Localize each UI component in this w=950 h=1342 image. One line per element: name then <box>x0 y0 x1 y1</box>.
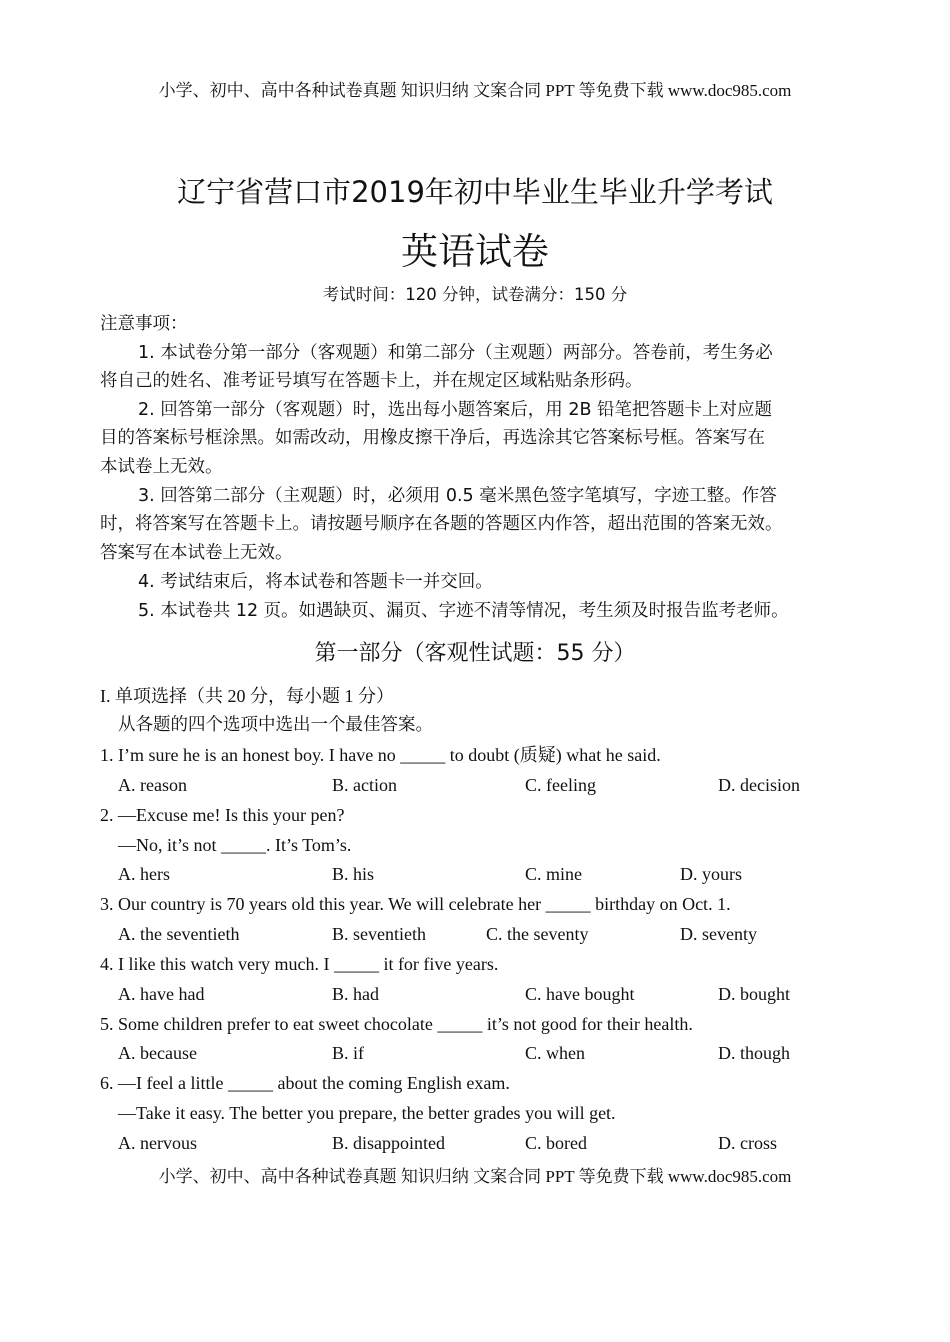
option: A. reason <box>118 775 187 795</box>
option: D. decision <box>718 775 800 795</box>
notice-line: 4. 考试结束后，将本试卷和答题卡一并交回。 <box>138 572 493 592</box>
option: C. bored <box>525 1133 587 1153</box>
notice-line: 5. 本试卷共 12 页。如遇缺页、漏页、字迹不清等情况，考生须及时报告监考老师。 <box>138 601 789 621</box>
question-2: 2. —Excuse me! Is this your pen? <box>100 805 345 825</box>
notice-line: 时，将答案写在答题卡上。请按题号顺序在各题的答题区内作答，超出范围的答案无效。 <box>100 514 783 534</box>
option: D. bought <box>718 984 790 1004</box>
option: C. feeling <box>525 775 596 795</box>
page-footer: 小学、初中、高中各种试卷真题 知识归纳 文案合同 PPT 等免费下载 www.doc985.com <box>158 1167 792 1186</box>
notice-line: 将自己的姓名、准考证号填写在答题卡上，并在规定区域粘贴条形码。 <box>100 371 643 391</box>
option: C. when <box>525 1043 585 1063</box>
part-heading: 第一部分（客观性试题：55 分） <box>314 641 636 666</box>
notice-heading: 注意事项： <box>100 314 188 334</box>
notice-line: 本试卷上无效。 <box>100 457 223 477</box>
notice-line: 1. 本试卷分第一部分（客观题）和第二部分（主观题）两部分。答卷前，考生务必 <box>138 343 773 363</box>
exam-title: 辽宁省营口市2019年初中毕业生毕业升学考试 <box>177 175 773 209</box>
notice-line: 答案写在本试卷上无效。 <box>100 543 293 563</box>
notice-line: 目的答案标号框涂黑。如需改动，用橡皮擦干净后，再选涂其它答案标号框。答案写在 <box>100 428 765 448</box>
section-heading: I. 单项选择（共 20 分，每小题 1 分） <box>100 686 394 706</box>
exam-info: 考试时间：120 分钟，试卷满分：150 分 <box>322 285 628 304</box>
option: D. yours <box>680 864 742 884</box>
option: D. cross <box>718 1133 777 1153</box>
option: A. hers <box>118 864 170 884</box>
question-6: 6. —I feel a little _____ about the coming English exam. <box>100 1073 510 1093</box>
option: D. though <box>718 1043 790 1063</box>
question-1: 1. I’m sure he is an honest boy. I have no _____ to doubt (质疑) what he said. <box>100 745 661 765</box>
option: A. because <box>118 1043 197 1063</box>
question-5: 5. Some children prefer to eat sweet chocolate _____ it’s not good for their health. <box>100 1014 693 1034</box>
option: C. mine <box>525 864 582 884</box>
option: B. seventieth <box>332 924 426 944</box>
question-6-line: —Take it easy. The better you prepare, the better grades you will get. <box>118 1103 616 1123</box>
exam-subtitle: 英语试卷 <box>401 230 549 273</box>
option: C. have bought <box>525 984 635 1004</box>
question-4: 4. I like this watch very much. I _____ it for five years. <box>100 954 499 974</box>
question-2-line: —No, it’s not _____. It’s Tom’s. <box>118 835 352 855</box>
option: B. disappointed <box>332 1133 445 1153</box>
question-3: 3. Our country is 70 years old this year. We will celebrate her _____ birthday on Oct. 1. <box>100 894 731 914</box>
page-header: 小学、初中、高中各种试卷真题 知识归纳 文案合同 PPT 等免费下载 www.doc985.com <box>158 81 792 100</box>
option: A. the seventieth <box>118 924 240 944</box>
option: B. his <box>332 864 375 884</box>
notice-line: 2. 回答第一部分（客观题）时，选出每小题答案后，用 2B 铅笔把答题卡上对应题 <box>138 400 773 420</box>
option: B. action <box>332 775 397 795</box>
section-instruction: 从各题的四个选项中选出一个最佳答案。 <box>118 715 433 735</box>
option: B. if <box>332 1043 365 1063</box>
option: A. nervous <box>118 1133 197 1153</box>
notice-line: 3. 回答第二部分（主观题）时，必须用 0.5 毫米黑色签字笔填写，字迹工整。作答 <box>138 486 777 506</box>
option: D. seventy <box>680 924 757 944</box>
option: A. have had <box>118 984 205 1004</box>
option: B. had <box>332 984 379 1004</box>
option: C. the seventy <box>486 924 589 944</box>
